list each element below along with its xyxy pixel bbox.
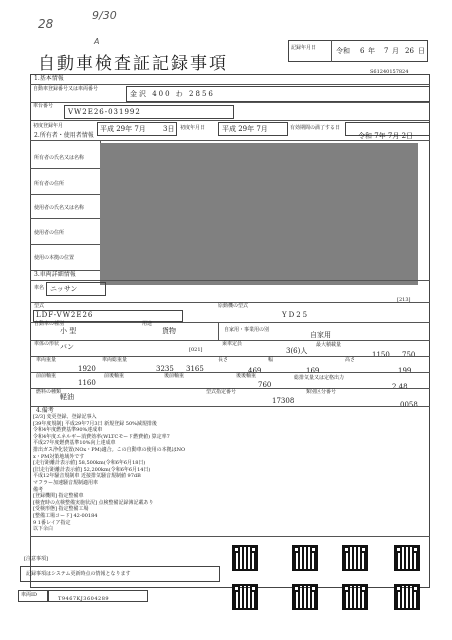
remark-line: [39年度規制] 平成29年7月3日 新規登録 50%減規排後 xyxy=(33,420,157,427)
issue-year: 6 xyxy=(360,47,365,55)
engine-value: YD25 xyxy=(282,311,310,319)
maker-label: 車名 xyxy=(34,285,45,291)
kind-value: 小 型 xyxy=(60,327,77,335)
redacted-owner-info xyxy=(100,143,418,285)
fuel-value: 軽油 xyxy=(60,393,74,401)
owner-address-label: 所有者の住所 xyxy=(34,181,65,187)
reg-number-label: 自動車登録番号又は車両番号 xyxy=(33,86,99,92)
remark-line: [検査時の点検整備実施状況] 点検整備記録簿記載あり xyxy=(33,499,154,506)
remark-line: [受検形態] 指定整備工場 xyxy=(33,506,89,513)
category-label: 類別区分番号 xyxy=(306,389,337,395)
engine-label: 原動機の型式 xyxy=(218,303,249,309)
remark-line: 令和4年度燃費基準90%達成車 xyxy=(33,427,103,434)
type-number-value: 17308 xyxy=(272,397,295,405)
qr-code xyxy=(394,545,420,571)
use-value: 貨物 xyxy=(162,327,176,335)
qr-code xyxy=(292,584,318,610)
first-reg-label: 初度登録年月 xyxy=(33,123,64,129)
qr-code xyxy=(394,584,420,610)
weight-value: 1920 xyxy=(78,365,96,373)
remark-line: [登録機関] 指定整備車 xyxy=(33,493,84,500)
length-value: 469 xyxy=(248,367,262,375)
expiry-value: 令和 7年 7月 2日 xyxy=(358,132,414,140)
remarks-list xyxy=(33,415,429,534)
remark-line: 平成27年度燃費基準10%向上達成車 xyxy=(33,440,116,447)
reg-number-value: 金沢 400 わ 2856 xyxy=(130,90,215,98)
first-date-value: 平成 29年 7月 xyxy=(222,125,268,133)
vehicle-id-label: 車両ID xyxy=(21,592,37,598)
length-label: 長さ xyxy=(218,357,229,363)
doc-number: S61240157824 xyxy=(370,69,409,75)
qr-code xyxy=(342,584,368,610)
width-label: 幅 xyxy=(268,357,274,363)
remark-line: [整備工場コード] 42-00184 xyxy=(33,512,98,519)
qr-code xyxy=(342,545,368,571)
model-value: LDF-VW2E26 xyxy=(36,311,94,319)
body-label: 車体の形状 xyxy=(34,341,60,347)
height-value: 199 xyxy=(398,367,412,375)
vehicle-id-value: T9467KJ3604289 xyxy=(58,596,110,602)
remark-line: 備考 xyxy=(33,486,44,493)
qr-code xyxy=(292,545,318,571)
user-address-label: 使用者の住所 xyxy=(34,230,65,236)
issue-month: 7 xyxy=(384,47,389,55)
first-date-label: 初度年月日 xyxy=(180,125,206,131)
front-axle-value: 1160 xyxy=(78,379,96,387)
body-value: バン xyxy=(60,343,74,351)
rear-rear-axle-value: 760 xyxy=(258,381,272,389)
remark-line: マフラー加速騒音規制適用車 xyxy=(33,479,99,486)
purpose-label: 自家用・事業用の別 xyxy=(224,327,270,333)
use-label: 用途 xyxy=(142,321,153,327)
remark-line: 9 1番レイア指定 xyxy=(33,519,71,526)
issue-date-label: 記録年月日 xyxy=(291,45,317,51)
max-load-label: 最大積載量 xyxy=(316,342,342,348)
owner-name-label: 所有者の氏名又は名称 xyxy=(34,155,85,161)
front-rear-axle-label: 前後軸重 xyxy=(104,373,125,379)
first-reg-day: 3日 xyxy=(163,125,175,133)
qr-code xyxy=(232,584,258,610)
capacity-value: 3(6)人 xyxy=(286,347,308,355)
rear-rear-axle-label: 後後軸重 xyxy=(236,373,257,379)
max-load-alt: 750 xyxy=(402,351,416,359)
user-name-label: 使用者の氏名又は名称 xyxy=(34,205,85,211)
handwritten-number: 28 xyxy=(38,17,54,31)
handwritten-date: 9/30 xyxy=(92,9,117,22)
remark-line: 以下余白 xyxy=(33,526,54,533)
issue-day: 26 xyxy=(405,47,414,55)
base-location-label: 使用の本拠の位置 xyxy=(34,255,75,261)
vehicle-section: 3.車両詳細情報 xyxy=(34,271,76,278)
model-label: 型式 xyxy=(34,303,45,309)
basic-info-section: 1.基本情報 xyxy=(34,75,64,82)
remark-line: 平成12年騒音規制車 近接排気騒音規制値 97dB xyxy=(33,473,141,480)
displacement-value: 2.48 xyxy=(392,383,408,391)
front-axle-label: 前前軸重 xyxy=(36,373,57,379)
remark-line: [走行距離計表示値] 58,500km(令和6年6月18日) xyxy=(33,460,146,467)
document-title: 自動車検査証記録事項 xyxy=(38,54,228,74)
rear-front-axle-label: 後前軸重 xyxy=(164,373,185,379)
displacement-label: 総排気量又は定格出力 xyxy=(294,375,345,381)
code-021: 021 xyxy=(190,347,201,353)
qr-code xyxy=(232,545,258,571)
first-reg-date: 平成 29年 7月 xyxy=(100,125,146,133)
max-load-value: 1150 xyxy=(372,351,390,359)
remark-line: 令和4年度エネルギー消費効率(WLTCモード燃費値) 算定率7 xyxy=(33,433,170,440)
remark-line: [2/3] 変更登録、登録記事入 xyxy=(33,414,97,420)
remarks-section: 4.備考 xyxy=(36,407,54,414)
code-213: 213 xyxy=(398,297,409,303)
notice-label: [注意事項] xyxy=(24,556,48,562)
kind-label: 自動車の種別 xyxy=(34,321,65,327)
owner-section: 2.所有者・使用者情報 xyxy=(34,132,94,139)
height-label: 高さ xyxy=(345,357,356,363)
purpose-value: 自家用 xyxy=(310,331,331,339)
issue-era: 令和 xyxy=(336,47,350,55)
notice-text: 記録事項はシステム更新時点の情報となります xyxy=(26,571,131,577)
remark-line: 排出ガス浄化装置(NOx・PM)適合。この自動車の使用の本拠はNO xyxy=(33,446,186,453)
capacity-label: 乗車定員 xyxy=(222,341,243,347)
expiry-label: 有効期間の満了する日 xyxy=(290,125,341,131)
gross-label: 車両総重量 xyxy=(102,357,128,363)
chassis-label: 車台番号 xyxy=(33,103,54,109)
category-value: 0058 xyxy=(400,401,418,409)
width-value: 169 xyxy=(306,367,320,375)
remark-line: x・PM対策地域外です xyxy=(33,453,85,460)
gross-alt: 3165 xyxy=(186,365,204,373)
maker-value: ニッサン xyxy=(50,285,78,293)
type-number-label: 型式指定番号 xyxy=(206,389,237,395)
fuel-label: 燃料の種類 xyxy=(36,389,62,395)
gross-value: 3235 xyxy=(156,365,174,373)
remark-line: [旧走行距離計表示値] 52,200km(令和6年6月14日) xyxy=(33,466,151,473)
weight-label: 車両重量 xyxy=(36,357,57,363)
handwritten-letter: A xyxy=(94,37,100,46)
chassis-value: VW2E26-031992 xyxy=(68,108,141,116)
